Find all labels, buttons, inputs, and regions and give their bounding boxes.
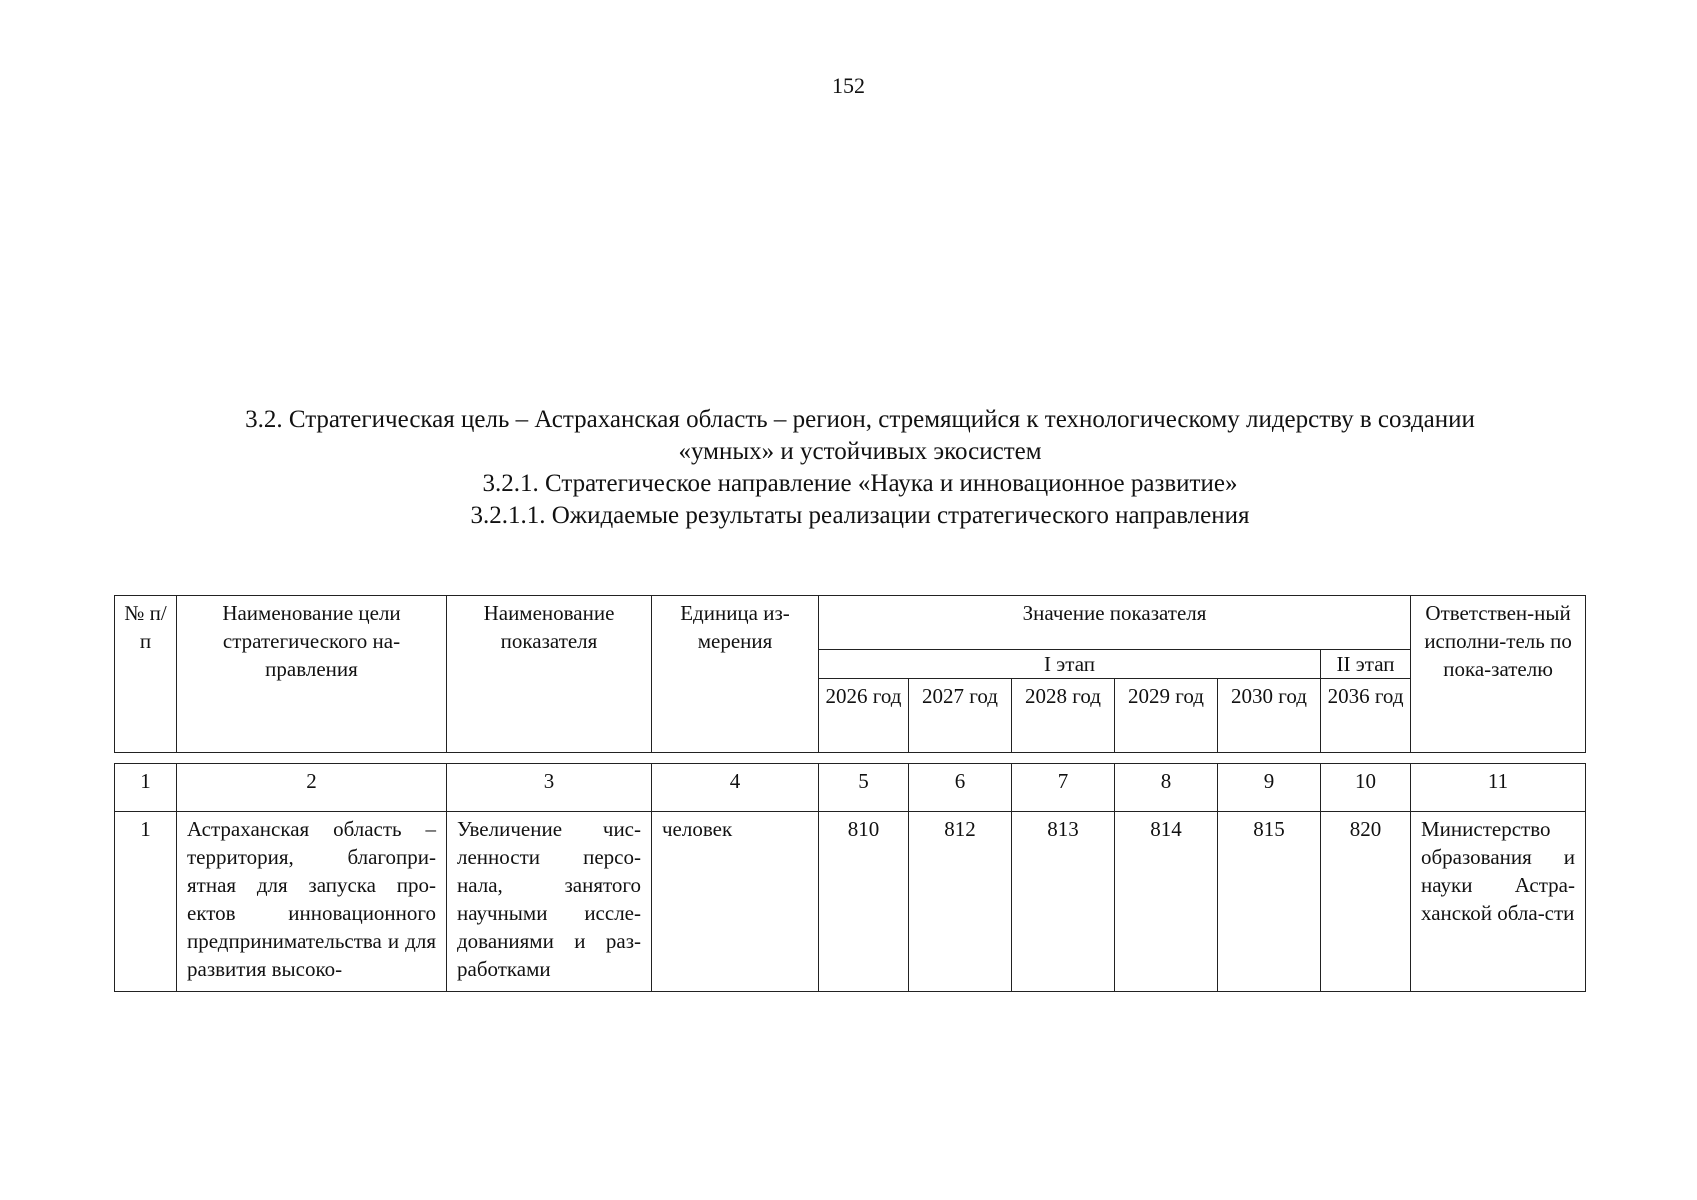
column-number: 2 bbox=[177, 764, 447, 812]
column-number: 6 bbox=[909, 764, 1012, 812]
column-number: 4 bbox=[652, 764, 819, 812]
page-number: 152 bbox=[832, 73, 865, 98]
heading-expected-results: 3.2.1.1. Ожидаемые результаты реализации стратегического направления bbox=[470, 502, 1250, 529]
header-goal-name: Наименование цели стратегического на-правления bbox=[177, 596, 447, 753]
header-responsible: Ответствен-ный исполни-тель по пока-зателю bbox=[1411, 596, 1586, 753]
row-value-2029: 814 bbox=[1115, 812, 1218, 992]
row-unit: человек bbox=[652, 812, 819, 992]
row-value-2027: 812 bbox=[909, 812, 1012, 992]
heading-strategic-goal-cont: «умных» и устойчивых экосистем bbox=[678, 438, 1042, 465]
body-table bbox=[114, 763, 1586, 992]
row-goal: Астраханская область – территория, благопри-ятная для запуска про-ектов инновационного предпринимательства и для развития высоко- bbox=[177, 812, 447, 992]
row-value-2030: 815 bbox=[1218, 812, 1321, 992]
header-year: 2026 год bbox=[819, 679, 909, 753]
row-value-2036: 820 bbox=[1321, 812, 1411, 992]
row-value-2028: 813 bbox=[1012, 812, 1115, 992]
header-indicator-name: Наименование показателя bbox=[447, 596, 652, 753]
header-unit: Единица из-мерения bbox=[652, 596, 819, 753]
column-number-row bbox=[115, 764, 1586, 812]
header-num: № п/п bbox=[115, 596, 177, 753]
header-year: 2036 год bbox=[1321, 679, 1411, 753]
row-value-2026: 810 bbox=[819, 812, 909, 992]
column-number: 11 bbox=[1411, 764, 1586, 812]
column-number: 9 bbox=[1218, 764, 1321, 812]
row-responsible: Министерство образования и науки Астра-ханской обла-сти bbox=[1411, 812, 1586, 992]
header-stage-2: II этап bbox=[1321, 650, 1411, 679]
header-table bbox=[114, 595, 1586, 753]
row-indicator: Увеличение чис-ленности персо-нала, занятого научными иссле-дованиями и раз-работками bbox=[447, 812, 652, 992]
column-number: 8 bbox=[1115, 764, 1218, 812]
heading-strategic-goal: 3.2. Стратегическая цель – Астраханская область – регион, стремящийся к технологическому лидерству в создании bbox=[245, 406, 1475, 433]
header-indicator-value: Значение показателя bbox=[819, 596, 1411, 650]
row-num: 1 bbox=[115, 812, 177, 992]
header-year: 2028 год bbox=[1012, 679, 1115, 753]
header-stage-1: I этап bbox=[819, 650, 1321, 679]
header-year: 2030 год bbox=[1218, 679, 1321, 753]
table-row bbox=[115, 812, 1586, 992]
section-headings bbox=[120, 404, 1600, 532]
header-year: 2027 год bbox=[909, 679, 1012, 753]
column-number: 1 bbox=[115, 764, 177, 812]
column-number: 10 bbox=[1321, 764, 1411, 812]
column-number: 3 bbox=[447, 764, 652, 812]
heading-strategic-direction: 3.2.1. Стратегическое направление «Наука и инновационное развитие» bbox=[482, 470, 1238, 497]
header-year: 2029 год bbox=[1115, 679, 1218, 753]
column-number: 5 bbox=[819, 764, 909, 812]
column-number: 7 bbox=[1012, 764, 1115, 812]
